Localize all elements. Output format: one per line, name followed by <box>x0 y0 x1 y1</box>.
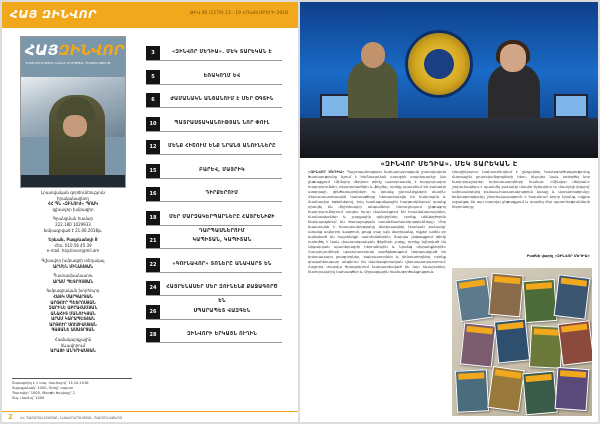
studio-monitor-right <box>554 94 588 118</box>
masthead-line: ԱՐԹՈՒՐ ՊԵՏՐՈՍՅԱՆ <box>50 299 96 305</box>
masthead-line: e-mail: hayzinvor@mil.am <box>46 248 100 254</box>
toc-title: ՄԵՆՔ ՀԻՇՈՒՄ ԵՆՔ ՆՐԱՆՑ ԱՆՈՒՆՆԵՐԸ <box>168 144 276 149</box>
toc-page-number: 28 <box>146 328 160 342</box>
magazine-cover <box>487 366 525 412</box>
masthead-line: ձևավորում <box>61 342 85 348</box>
toc-title: ԴԻՐՔԵՐՈՒՄ <box>205 191 239 196</box>
masthead-line: Համակարգչային <box>54 337 92 343</box>
toc-page-number: 22 <box>146 258 160 272</box>
toc-item[interactable] <box>146 140 282 155</box>
toc-item[interactable] <box>146 70 282 85</box>
toc-title: ՀԱՅՐԵՆԱՍԵՐ ՄԵՐ ԶՈՒՆԵՆՔ ՔԱՋԱԳՈՐԾ ԵՆ <box>166 285 278 304</box>
toc-title: ՍՊԱՐԱՊԵՏ ՎԱԶԳԵՆ <box>193 308 251 314</box>
masthead-line: ԱՆԱՀԻՏ ՄԱՆՈՒԿՅԱՆ <box>50 310 96 316</box>
toc-item[interactable] <box>146 305 282 320</box>
left-page-footer <box>2 411 298 422</box>
masthead-line: գլխավոր խմբագիր <box>52 206 94 212</box>
toc-page-number: 5 <box>146 70 160 84</box>
article-headline: «ԶԻՆՎՈՐ ՄԵԴԻԱ». ՄԵԿ ՏԱՐԵԿԱՆ Է <box>380 160 518 168</box>
masthead-line: ՀՀ ՊՆ «ԶԻՆՈՒԺ» ՊՈԱԿ <box>48 201 98 207</box>
toc-item[interactable] <box>146 211 282 234</box>
toc-title: «ԳՈՒՆԱՎՈՐ» ՏՈՆԵՐԸ ԱՆԱՎԱՐՏ ԵՆ <box>172 261 272 267</box>
toc-title: «ԶԻՆՎՈՐ ՄԵԴԻԱ». ՄԵԿ ՏԱՐԵԿԱՆ Է <box>172 50 272 55</box>
toc-title: ՄԵՐ ՄԱՐԶԱԿԵՐՊԱՐՆԵՐԸ ՀԱՅՐԵՆԻՔԻ ԴԱՐՊԱՍՆԵՐՈՒՄ <box>169 214 275 234</box>
toc-page-number: 24 <box>146 281 160 295</box>
toc-item[interactable] <box>146 46 282 61</box>
article-column-1 <box>308 170 446 418</box>
cover-image <box>20 36 126 188</box>
masthead-line: 222.180 1029933 <box>55 221 91 227</box>
magazine-cover <box>460 322 496 367</box>
toc-item[interactable] <box>146 93 282 108</box>
toc-title: ԶԻՆՎՈՐԻ ԵՐԿԱՅՆ ՈՒՂԻՆ <box>187 332 257 337</box>
masthead-line: Խմբագրական խորհուրդ <box>46 288 100 294</box>
magazine-cover <box>555 367 590 411</box>
toc-title: ԿԱՊԻՏԱՆ, ԿԱՊԻՏԱՆ <box>192 238 252 243</box>
article-column-2 <box>452 170 590 252</box>
left-page <box>2 2 298 422</box>
cover-subtitle: ՊԱՇՏՊԱՆՈՒԹՅԱՆ ՆԱԽԱՐԱՐՈՒԹՅԱՆ ՊԱՇՏՈՆԱԹԵՐԹ <box>25 61 111 65</box>
cover-soldier-face <box>63 115 87 137</box>
magazines-photo <box>452 268 592 416</box>
magazine-cover <box>522 371 558 416</box>
toc-page-number: 15 <box>146 164 160 178</box>
article-body-2: Առաջիկայում նախատեսվում է ընդլայնել համագործակցությունը մարզային լրատվամիջոցների հետ, ինչպես նաև ստեղծել նոր հաղորդաշարեր երիտասարդների համար: «Զինվոր մեդիան» շարունակելու է պատմել բանակի մասին ճշմարիտ ու մատչելի լեզվով՝ ամրապնդելով բանակ-հասարակություն կապը և վստահությունը: Խմբագրությունը շնորհակալություն է հայտնում բոլոր նրանց, ովքեր աջակցել են այս տարվա ընթացքում և դարձել մեր պատմությունների հերոսները: <box>452 170 590 209</box>
toc-title: ԲԱՐԵՎ, ՄԱՅՐԻԿ <box>199 167 245 173</box>
toc-item[interactable] <box>146 187 282 202</box>
female-host-head <box>500 44 526 72</box>
cover-logo-prefix: ՀԱՅ <box>25 43 59 59</box>
footer-text: ՀՀ ՊԱՇՏՊԱՆՈՒԹՅԱՆ ՆԱԽԱՐԱՐՈՒԹՅԱՆ ՊԱՇՏՈՆԱԹԵՐԹ <box>20 416 123 420</box>
toc-page-number: 18 <box>146 211 160 225</box>
footnote-line: Տպ. մամուլ՝ 1000 <box>12 396 45 400</box>
toc-title: ԺԱՄԱՆԱԿՆ ԱՆՑԱՆՈՒՄ Է ՄԵՐ ՕԳՏԻՆ <box>170 97 274 102</box>
masthead-line: ԱՐՄԵՆ ՄԻՆԱՍՅԱՆ <box>53 263 93 269</box>
magazine-cover <box>488 273 524 318</box>
page-number: 2 <box>8 413 13 421</box>
brand-logo: ՀԱՅ ԶԻՆՎՈՐ <box>10 8 97 21</box>
emblem-center <box>424 49 454 79</box>
magazine-cover <box>455 276 493 322</box>
masthead-line: ԱՐԹՈՒՐ ՍՈՒՔԻԱՍՅԱՆ <box>49 321 97 327</box>
toc-item[interactable] <box>146 258 282 273</box>
issue-line: ԹԻՎ 40 (1279) 13 - 19 ՀՈԿՏԵՄԲԵՐԻ 2018 <box>189 11 288 16</box>
army-emblem <box>405 30 473 98</box>
masthead-line: իրականացնող <box>57 195 89 201</box>
toc-item[interactable] <box>146 328 282 343</box>
masthead-line: ԱՐԱՄ ԿԱՐԱՊԵՏՅԱՆ <box>51 316 95 322</box>
masthead-line: ԱՐԱՄ ՊԵՏՐՈՍՅԱՆ <box>52 278 94 284</box>
right-page <box>300 2 598 422</box>
masthead-line: Լրատվական գործունեություն <box>41 190 105 195</box>
table-of-contents <box>146 46 282 352</box>
toc-item[interactable] <box>146 281 282 304</box>
toc-page-number: 12 <box>146 140 160 154</box>
magazine-cover <box>554 274 591 320</box>
cover-strip <box>21 175 125 187</box>
toc-page-number: 10 <box>146 117 160 131</box>
toc-page-number: 3 <box>146 46 160 60</box>
masthead <box>10 190 136 354</box>
toc-page-number: 21 <box>146 234 160 248</box>
masthead-line: ԶԱՐԻՆԵ ԱԲՐԱՀԱՄՅԱՆ <box>48 305 98 311</box>
toc-page-number: 6 <box>146 93 160 107</box>
toc-item[interactable] <box>146 234 282 249</box>
cover-logo <box>25 43 124 59</box>
masthead-line: Երևան, Բագրևանդի 8 <box>48 237 98 243</box>
studio-photo <box>300 2 598 158</box>
footnote-line: Տպագրվել է 1 տպ. մամուլով՝ 13.10.2018 <box>12 381 89 385</box>
magazine-cover <box>494 318 530 363</box>
male-host-head <box>361 42 385 68</box>
masthead-line: Գրանցման համար <box>52 216 94 222</box>
magazine-cover <box>455 369 489 413</box>
toc-page-number: 26 <box>146 305 160 319</box>
masthead-line: Պատասխանատու <box>53 273 93 279</box>
magazine-cover <box>558 320 592 366</box>
masthead-line: ԳԱՅԱՆԵ ԱՍԱՏՐՅԱՆ <box>51 327 95 333</box>
article-lead: «ԶԻՆՎՈՐ ՄԵԴԻԱ» <box>308 170 345 174</box>
footnote-line: Տպաքանակ՝ 1000, Գինը՝ ազատ <box>12 386 74 390</box>
footnote-line: Պատվեր՝ 1000, Թերթի ծավալը՝ 2 <box>12 391 75 395</box>
masthead-line: ԱՐԱՅԻ ԱՆԴՐԻԱՍՅԱՆ <box>50 348 96 354</box>
masthead-line: Գլխավոր խմբագրի տեղակալ <box>41 257 105 263</box>
toc-title: ԵՌԱԿՈՂՄ ԵՎ <box>203 73 241 79</box>
toc-title: ՊԱՏՐԱՍՏԱԿԱՆՈՒԹՅԱՆ ՆՈՐ ՓՈՒԼ <box>174 120 270 126</box>
toc-item[interactable] <box>146 164 282 179</box>
footnotes <box>12 378 132 401</box>
cover-logo-accent: ԶԻՆՎՈՐ <box>58 43 125 59</box>
brand-bar <box>2 2 298 28</box>
article-credit: Բաժնի վարիչ «ԶԻՆՎՈՐ ՄԵԴԻԱ» <box>526 254 590 258</box>
magazine-cover <box>523 279 558 323</box>
masthead-line: Հեռ. 010 56 45 39 <box>54 242 92 248</box>
article-body-1: Պաշտպանության նախարարության լրատվական ծառայությունը նշում է հիմնադրման առաջին տարեդարձը: Այս ընթացքում «Զինվոր մեդիա» թիմը պատրաստել է հարյուրավոր հաղորդումներ, ռեպորտաժներ և ֆիլմեր, որոնք պատմում են բանակի առօրյայի, զինծառայողների ու նրանց ընտանիքների մասին: Հեռուստատեսային նախագծերը հեռարձակվել են հանրային և մասնավոր եթերներով, իսկ համացանցային հարթակներում դրանք դիտվել են միլիոնավոր անգամներ: Ստուդիայում ընթացող հաղորդումներում որպես հյուր մասնակցում են հրամանատարներ, մասնագետներ և շարքային զինվորներ, որոնք անկեղծորեն ներկայացնում են ծառայության առանձնահատկությունները: Մեր նպատակն է հասարակությանը ներկայացնել իրական բանակը՝ առանց ավելորդ պաթոսի, ցույց տալ այն մարդկանց, ովքեր ամեն օր կանգնած են հայրենիքի սահմաններին: Տարվա ընթացքում թիմը ստեղծել է նաև փաստագրական ֆիլմերի շարք, որոնք նվիրված են Արցախյան պատերազմի հերոսներին և նրանց սխրանքներին: Հաղորդումների պատրաստման գործընթացում ներգրավված են երիտասարդ լրագրողներ, օպերատորներ և մոնտաժողներ, որոնք զուգահեռաբար անցնում են մասնագիտական վերապատրաստում: Հաջորդ տարվա ծրագրերում նախատեսված են նոր ձևաչափեր, ինտերակտիվ նախագծեր և միջազգային համագործակցություն: <box>308 170 446 274</box>
studio-desk <box>300 118 598 158</box>
masthead-line: Խմբագրված է 21.06.2018թ. <box>43 227 103 233</box>
toc-item[interactable] <box>146 117 282 132</box>
toc-page-number: 16 <box>146 187 160 201</box>
masthead-line: ՀԱՅԿ ՄԱՐԳԱՐՅԱՆ <box>53 293 93 299</box>
